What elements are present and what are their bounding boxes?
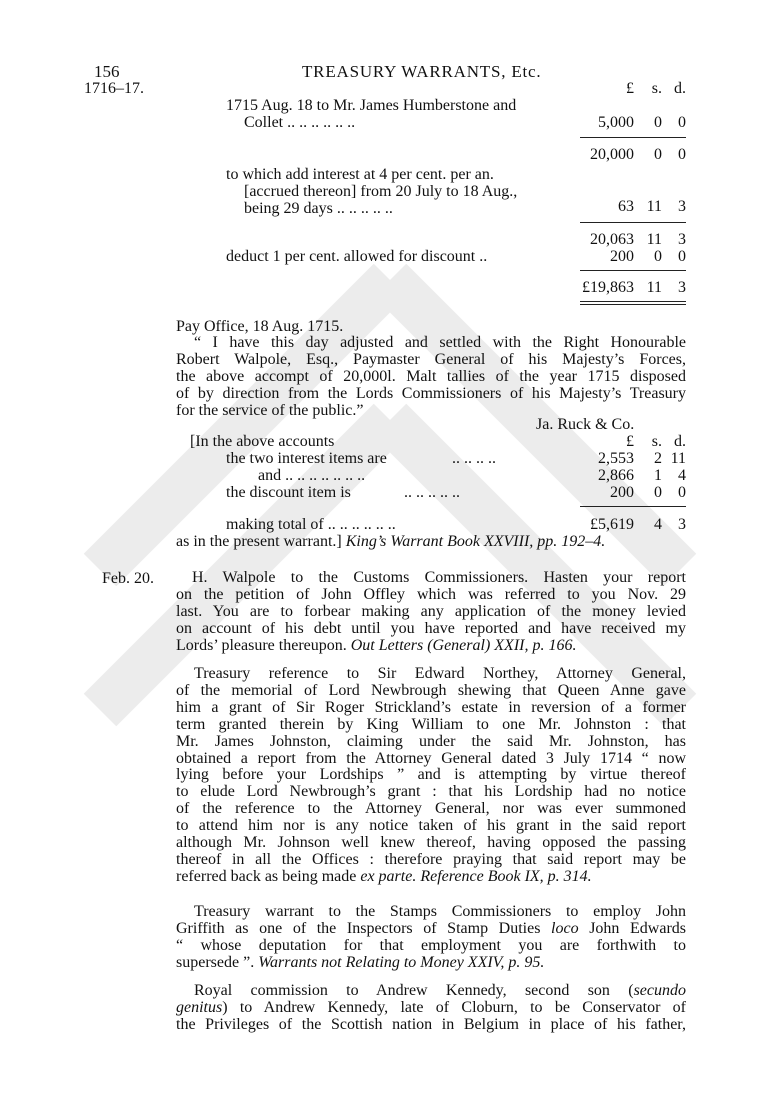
pence-value: 3 — [678, 231, 686, 248]
entry-line: the Privileges of the Scottish nation in Belgium in place of his father, — [176, 1015, 686, 1033]
shillings-header: s. — [651, 80, 662, 97]
quote-line: Robert Walpole, Esq., Paymaster General of his Majesty’s Forces, — [176, 350, 686, 368]
italic-term: genitus — [176, 998, 223, 1016]
entry-line — [176, 983, 686, 1000]
bracket-row-label: making total of .. .. .. .. .. .. — [226, 516, 396, 533]
shillings-value: 0 — [654, 248, 662, 265]
entry-line: “ whose deputation for that employment you are forthwith to — [176, 936, 686, 954]
pounds-value: 5,000 — [598, 114, 634, 131]
pence-value: 0 — [678, 114, 686, 131]
pence-value: 0 — [678, 484, 686, 501]
account-row-amount — [560, 248, 686, 266]
shillings-value: 1 — [654, 467, 662, 484]
shillings-value: 11 — [646, 198, 662, 215]
entry-northey — [176, 666, 686, 886]
quote-line: of by direction from the Lords Commissioners of his Majesty’s Treasury — [176, 384, 686, 402]
bracket-closing — [176, 533, 605, 551]
entry-line — [176, 869, 686, 886]
entry-line: of the reference to the Attorney General, nor was ever summoned — [176, 800, 686, 818]
source-reference: Warrants not Relating to Money XXIV, p. 95. — [258, 953, 545, 971]
entry-text: Lords’ pleasure thereupon. — [176, 636, 347, 654]
entry-line — [176, 955, 686, 972]
year-range: 1716–17. — [84, 80, 144, 97]
quote-line: “ I have this day adjusted and settled with the Right Honourable — [194, 334, 686, 351]
running-title: TREASURY WARRANTS, Etc. — [302, 62, 542, 81]
pence-header: d. — [674, 433, 686, 450]
pounds-value: 200 — [610, 484, 634, 501]
entry-line: obtained a report from the Attorney General dated 3 July 1714 “ now — [176, 749, 686, 767]
entry-line: lying before your Lordships ” and is attempting by virtue thereof — [176, 766, 686, 784]
pounds-value: 20,000 — [590, 146, 634, 163]
pence-value: 3 — [678, 279, 686, 296]
sum-rule — [580, 137, 686, 138]
source-reference: Out Letters (General) XXII, p. 166. — [350, 636, 577, 654]
pence-value: 0 — [678, 248, 686, 265]
shillings-value: 0 — [654, 484, 662, 501]
entry-line: to elude Lord Newbrough’s grant : that his Lordship had no notice — [176, 783, 686, 801]
sum-rule — [580, 222, 686, 223]
shillings-value: 4 — [654, 516, 662, 533]
account-row-text: being 29 days .. .. .. .. .. — [244, 200, 393, 217]
margin-date: Feb. 20. — [102, 570, 154, 587]
account-total — [560, 279, 686, 297]
bracket-row-leaders: .. .. .. .. .. — [404, 484, 460, 501]
signature: Ja. Ruck & Co. — [536, 416, 635, 433]
entry-line: of the memorial of Lord Newbrough shewing that Queen Anne gave — [176, 681, 686, 699]
pay-office-dateline: Pay Office, 18 Aug. 1715. — [176, 318, 344, 335]
entry-line: last. You are to forbear making any application of the money levied — [176, 602, 686, 620]
pence-value: 4 — [678, 467, 686, 484]
shillings-value: 11 — [646, 231, 662, 248]
account-row-text: Collet .. .. .. .. .. .. — [244, 114, 356, 131]
entry-line: him a grant of Sir Roger Strickland’s estate in reversion of a former — [176, 698, 686, 716]
bracket-row-label: the two interest items are — [226, 450, 387, 467]
bracket-row-amount — [560, 450, 686, 468]
italic-term: secundo — [633, 982, 686, 999]
entry-line: on account of his debt until you have reported and have received my — [176, 619, 686, 637]
pounds-value: £5,619 — [590, 516, 634, 533]
sum-rule — [580, 506, 686, 507]
entry-line: to attend him nor is any notice taken of his grant in the said report — [176, 817, 686, 835]
entry-text: Griffith as one of the Inspectors of Stamp Duties — [176, 919, 541, 937]
entry-line: although Mr. Johnson well knew thereof, having opposed the passing — [176, 834, 686, 852]
total-rule-top — [580, 301, 686, 302]
entry-kennedy — [176, 983, 686, 1034]
pounds-value: 63 — [618, 198, 634, 215]
entry-line: Mr. James Johnston, claiming under the said Mr. Johnston, has — [176, 732, 686, 750]
account-row-text: to which add interest at 4 per cent. per an. — [226, 166, 494, 183]
bracket-row-amount — [560, 467, 686, 485]
shillings-value: 11 — [646, 279, 662, 296]
pence-value: 0 — [678, 146, 686, 163]
bracket-intro: [In the above accounts — [190, 433, 335, 450]
account-subtotal — [560, 146, 686, 164]
pounds-value: £19,863 — [582, 279, 634, 296]
account-row-text: [accrued thereon] from 20 July to 18 Aug., — [244, 183, 518, 200]
quote-line: for the service of the public.” — [176, 401, 364, 419]
bracket-column-headers — [580, 433, 686, 451]
entry-text: supersede ”. — [176, 953, 255, 971]
entry-text: referred back as being made — [176, 867, 357, 885]
page-number: 156 — [94, 62, 120, 81]
sum-rule — [580, 270, 686, 271]
entry-text: John Edwards — [589, 919, 687, 937]
entry-line: term granted therein by King William to one Mr. Johnston : that — [176, 715, 686, 733]
total-rule-bottom — [580, 304, 686, 305]
shillings-header: s. — [651, 433, 662, 450]
entry-line — [176, 921, 686, 938]
entry-line — [176, 1000, 686, 1017]
entry-line: Treasury reference to Sir Edward Northey, Attorney General, — [194, 665, 686, 682]
quote-line: the above accompt of 20,000l. Malt tallies of the year 1715 disposed — [176, 367, 686, 385]
pence-value: 3 — [678, 198, 686, 215]
source-reference: King’s Warrant Book XXVIII, pp. 192–4. — [345, 533, 606, 550]
shillings-value: 2 — [654, 450, 662, 467]
account-row-amount — [560, 198, 686, 216]
entry-line: Treasury warrant to the Stamps Commissioners to employ John — [194, 903, 686, 920]
pay-office-quote — [176, 335, 686, 420]
account-column-headers — [580, 80, 686, 98]
entry-line: H. Walpole to the Customs Commissioners. Hasten your report — [192, 569, 686, 586]
bracket-row-leaders: .. .. .. .. — [452, 450, 496, 467]
shillings-value: 0 — [654, 146, 662, 163]
account-subtotal — [560, 231, 686, 249]
shillings-value: 0 — [654, 114, 662, 131]
bracket-closing-text: as in the present warrant.] — [176, 533, 342, 550]
entry-line: thereof in all the Offices : therefore praying that said report may be — [176, 850, 686, 868]
italic-term: ex parte. — [360, 867, 417, 885]
pounds-header: £ — [626, 80, 634, 97]
bracket-row-amount — [560, 484, 686, 502]
bracket-row-label: and .. .. .. .. .. .. .. — [258, 467, 366, 484]
pounds-value: 2,866 — [598, 467, 634, 484]
pounds-value: 20,063 — [590, 231, 634, 248]
account-row-text: 1715 Aug. 18 to Mr. James Humberstone and — [226, 97, 517, 114]
bracket-row-label: the discount item is — [226, 484, 351, 501]
bracket-row-amount — [560, 516, 686, 534]
entry-text: ) to Andrew Kennedy, late of Cloburn, to be Conservator of — [222, 998, 686, 1016]
entry-text: Royal commission to Andrew Kennedy, second son ( — [194, 982, 634, 999]
entry-line — [176, 638, 686, 655]
account-row-text: deduct 1 per cent. allowed for discount .. — [226, 248, 488, 265]
source-reference: Reference Book IX, p. 314. — [420, 867, 592, 885]
account-row-amount — [560, 114, 686, 132]
pounds-header: £ — [626, 433, 634, 450]
pence-header: d. — [674, 80, 686, 97]
entry-griffith — [176, 904, 686, 972]
pence-value: 3 — [678, 516, 686, 533]
italic-term: loco — [551, 919, 579, 937]
entry-line: on the petition of John Offley which was referred to you Nov. 29 — [176, 585, 686, 603]
pence-value: 11 — [670, 450, 686, 467]
pounds-value: 2,553 — [598, 450, 634, 467]
entry-walpole — [176, 569, 686, 655]
pounds-value: 200 — [610, 248, 634, 265]
